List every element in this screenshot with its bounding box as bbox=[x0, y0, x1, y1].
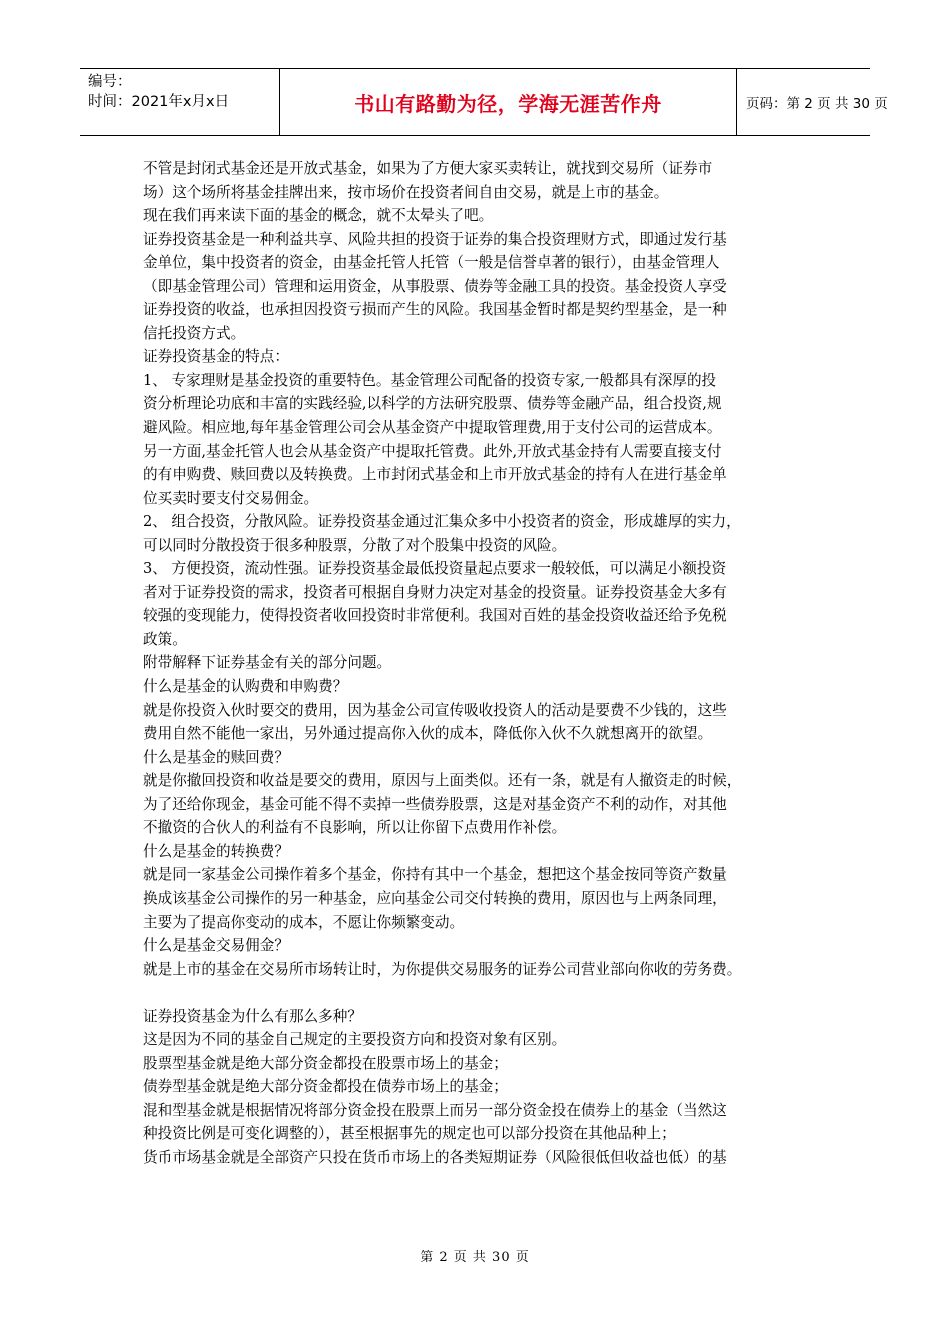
body-text-line: 就是你投资入伙时要交的费用，因为基金公司宣传吸收投资人的活动是要费不少钱的，这些 bbox=[143, 701, 727, 719]
body-text-line: 什么是基金交易佣金？ bbox=[143, 937, 289, 955]
body-text-line: 可以同时分散投资于很多种股票，分散了对个股集中投资的风险。 bbox=[143, 536, 567, 554]
body-text-line: 什么是基金的认购费和申购费？ bbox=[143, 678, 348, 696]
body-text-line: 资分析理论功底和丰富的实践经验,以科学的方法研究股票、债券等金融产品，组合投资,规 bbox=[143, 395, 722, 413]
document-date-label: 时间：2021年x月x日 bbox=[88, 94, 230, 110]
body-text-line: 现在我们再来读下面的基金的概念，就不太晕头了吧。 bbox=[143, 207, 494, 225]
document-body bbox=[143, 157, 823, 1170]
body-text-line: 证券投资基金为什么有那么多种？ bbox=[143, 1007, 362, 1025]
body-text-line: 避风险。相应地,每年基金管理公司会从基金资产中提取管理费,用于支付公司的运营成本。 bbox=[143, 419, 722, 437]
body-text-line: 2、 组合投资，分散风险。证券投资基金通过汇集众多中小投资者的资金，形成雄厚的实力， bbox=[143, 513, 741, 531]
body-text-line: 什么是基金的赎回费？ bbox=[143, 748, 289, 766]
body-text-line: 主要为了提高你变动的成本，不愿让你频繁变动。 bbox=[143, 913, 465, 931]
body-text-line: 证券投资的收益，也承担因投资亏损而产生的风险。我国基金暂时都是契约型基金，是一种 bbox=[143, 301, 727, 319]
page-header bbox=[80, 68, 888, 136]
body-text-line: 信托投资方式。 bbox=[143, 324, 246, 342]
header-page-info: 页码：第 2 页 共 30 页 bbox=[746, 96, 888, 112]
body-text-line: 的有申购费、赎回费以及转换费。上市封闭式基金和上市开放式基金的持有人在进行基金单 bbox=[143, 466, 727, 484]
body-text-line: 不管是封闭式基金还是开放式基金，如果为了方便大家买卖转让，就找到交易所（证券市 bbox=[143, 160, 713, 177]
body-text-line: 就是上市的基金在交易所市场转让时，为你提供交易服务的证券公司营业部向你收的劳务费。 bbox=[143, 960, 742, 978]
body-text-line: 什么是基金的转换费？ bbox=[143, 842, 289, 860]
page-footer: 第 2 页 共 30 页 bbox=[420, 1250, 530, 1265]
body-text-line: 附带解释下证券基金有关的部分问题。 bbox=[143, 654, 392, 672]
body-text-line: 种投资比例是可变化调整的），甚至根据事先的规定也可以部分投资在其他品种上； bbox=[143, 1125, 676, 1143]
body-text-line: 另一方面,基金托管人也会从基金资产中提取托管费。此外,开放式基金持有人需要直接支付 bbox=[143, 442, 722, 460]
body-text-line: （即基金管理公司）管理和运用资金，从事股票、债券等金融工具的投资。基金投资人享受 bbox=[143, 277, 727, 295]
body-text-line: 混和型基金就是根据情况将部分资金投在股票上而另一部分资金投在债券上的基金（当然这 bbox=[143, 1101, 727, 1119]
header-meta bbox=[80, 69, 280, 135]
body-text-line: 股票型基金就是绝大部分资金都投在股票市场上的基金； bbox=[143, 1054, 508, 1072]
blank-line bbox=[143, 981, 823, 1005]
body-text-line: 较强的变现能力，使得投资者收回投资时非常便利。我国对百姓的基金投资收益还给予免税 bbox=[143, 607, 727, 625]
document-number-label: 编号： bbox=[88, 74, 132, 90]
body-text-line: 货币市场基金就是全部资产只投在货币市场上的各类短期证券（风险很低但收益也低）的基 bbox=[143, 1148, 727, 1166]
body-text-line: 政策。 bbox=[143, 630, 187, 648]
body-text-line: 证券投资基金是一种利益共享、风险共担的投资于证券的集合投资理财方式，即通过发行基 bbox=[143, 230, 727, 248]
body-text-line: 场）这个场所将基金挂牌出来，按市场价在投资者间自由交易，就是上市的基金。 bbox=[143, 183, 669, 201]
body-text-line: 者对于证券投资的需求，投资者可根据自身财力决定对基金的投资量。证券投资基金大多有 bbox=[143, 583, 727, 601]
body-text-line: 证券投资基金的特点： bbox=[143, 348, 289, 366]
body-text-line: 就是同一家基金公司操作着多个基金，你持有其中一个基金，想把这个基金按同等资产数量 bbox=[143, 866, 727, 884]
body-text-line: 3、 方便投资，流动性强。证券投资基金最低投资量起点要求一般较低，可以满足小额投资 bbox=[143, 560, 727, 578]
body-text-line: 位买卖时要支付交易佣金。 bbox=[143, 489, 319, 507]
body-text-line: 就是你撤回投资和收益是要交的费用，原因与上面类似。还有一条，就是有人撤资走的时候， bbox=[143, 772, 742, 790]
body-text-line: 换成该基金公司操作的另一种基金，应向基金公司交付转换的费用，原因也与上两条同理， bbox=[143, 889, 727, 907]
body-text-line: 为了还给你现金，基金可能不得不卖掉一些债券股票，这是对基金资产不利的动作，对其他 bbox=[143, 795, 727, 813]
header-motto: 书山有路勤为径，学海无涯苦作舟 bbox=[280, 69, 737, 135]
body-text-line: 这是因为不同的基金自己规定的主要投资方向和投资对象有区别。 bbox=[143, 1031, 567, 1049]
body-text-line: 费用自然不能他一家出，另外通过提高你入伙的成本，降低你入伙不久就想离开的欲望。 bbox=[143, 725, 713, 743]
body-text-line: 债券型基金就是绝大部分资金都投在债券市场上的基金； bbox=[143, 1078, 508, 1096]
body-text-line: 不撤资的合伙人的利益有不良影响，所以让你留下点费用作补偿。 bbox=[143, 819, 567, 837]
body-text-line: 1、 专家理财是基金投资的重要特色。基金管理公司配备的投资专家,一般都具有深厚的投 bbox=[143, 371, 717, 389]
body-text-line: 金单位，集中投资者的资金，由基金托管人托管（一般是信誉卓著的银行），由基金管理人 bbox=[143, 254, 720, 272]
